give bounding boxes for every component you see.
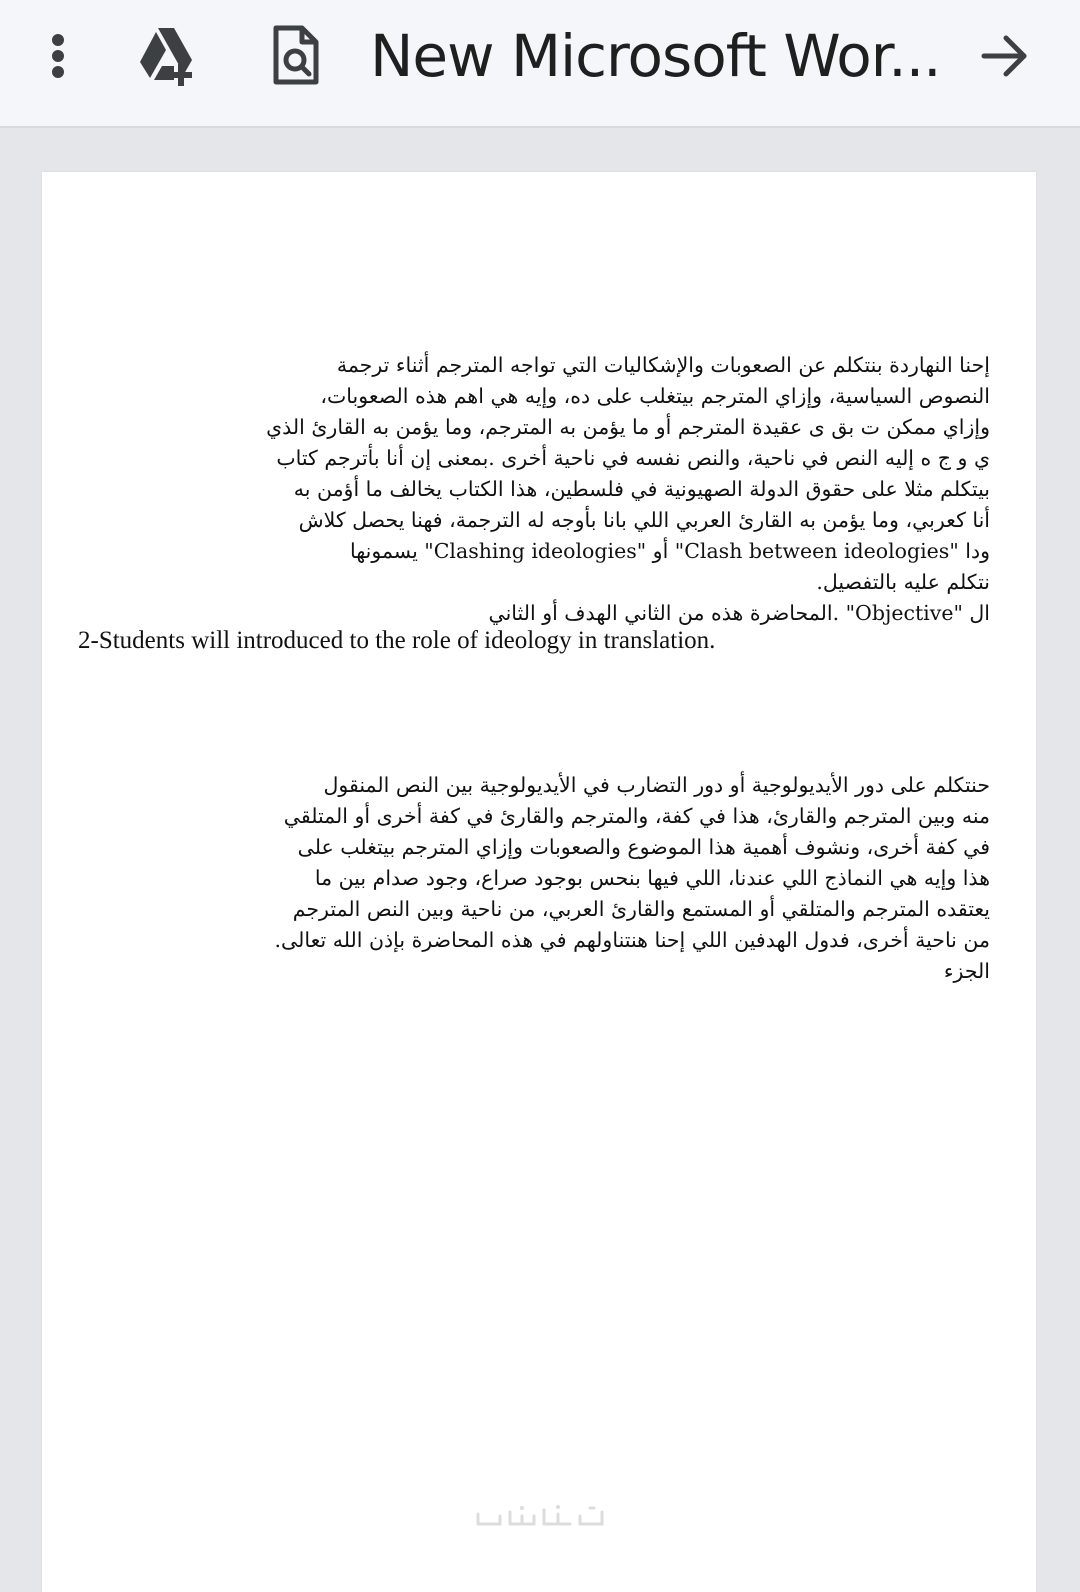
text-line: ودا "Clash between ideologies" أو "Clashing ideologies" يسمونها bbox=[349, 539, 990, 563]
watermark-logo bbox=[472, 1502, 607, 1532]
text-line: إحنا النهاردة بنتكلم عن الصعوبات والإشكاليات التي تواجه المترجم أثناء ترجمة bbox=[336, 353, 990, 377]
more-options-button[interactable] bbox=[26, 24, 90, 88]
text-line: وإزاي ممكن ت بق ى عقيدة المترجم أو ما يؤمن به المترجم، وما يؤمن به القارئ الذي bbox=[266, 415, 990, 439]
text-line: منه وبين المترجم والقارئ، هذا في كفة، والمترجم والقارئ في كفة أخرى أو المتلقي bbox=[283, 804, 990, 828]
add-to-drive-button[interactable] bbox=[134, 24, 198, 88]
more-vert-icon bbox=[26, 24, 90, 88]
text-line: نتكلم عليه بالتفصيل. bbox=[816, 570, 990, 594]
text-line: حنتكلم على دور الأيديولوجية أو دور التضارب في الأيديولوجية بين النص المنقول bbox=[323, 773, 990, 797]
text-line: يعتقده المترجم والمتلقي أو المستمع والقارئ العربي، من ناحية وبين النص المترجم bbox=[292, 897, 990, 921]
find-in-document-button[interactable] bbox=[262, 24, 326, 88]
text-line: ال "Objective" .المحاضرة هذه من الثاني الهدف أو الثاني bbox=[488, 601, 990, 625]
english-objective-line: 2-Students will introduced to the role of ideology in translation. bbox=[78, 627, 716, 654]
arabic-paragraph-intro bbox=[230, 350, 990, 629]
arrow-forward-icon bbox=[972, 24, 1036, 88]
text-line: هذا وإيه هي النماذج اللي عندنا، اللي فيها بنحس بوجود صراع، وجود صدام بين ما bbox=[314, 866, 990, 890]
text-line: ي و ج ه إليه النص في ناحية، والنص نفسه في ناحية أخرى .بمعنى إن أنا بأترجم كتاب bbox=[276, 446, 990, 470]
document-page[interactable] bbox=[42, 172, 1036, 1592]
document-search-icon bbox=[262, 24, 326, 88]
arabic-paragraph-ideology bbox=[230, 770, 990, 987]
text-line: في كفة أخرى، ونشوف أهمية هذا الموضوع والصعوبات وإزاي المترجم بيتغلب على bbox=[297, 835, 990, 859]
text-line: الجزء bbox=[943, 959, 990, 983]
text-line: بيتكلم مثلا على حقوق الدولة الصهيونية في فلسطين، هذا الكتاب يخالف ما أؤمن به bbox=[293, 477, 990, 501]
text-line: النصوص السياسية، وإزاي المترجم بيتغلب على ده، وإيه هي اهم هذه الصعوبات، bbox=[320, 384, 990, 408]
document-title: New Microsoft Wor... bbox=[370, 22, 941, 90]
text-line: أنا كعربي، وما يؤمن به القارئ العربي اللي بانا بأوجه له الترجمة، فهنا يحصل كلاش bbox=[298, 508, 990, 532]
viewer-toolbar bbox=[0, 0, 1080, 128]
add-to-drive-icon bbox=[134, 24, 198, 88]
open-next-button[interactable] bbox=[972, 24, 1036, 88]
text-line: من ناحية أخرى، فدول الهدفين اللي إحنا هنتناولهم في هذه المحاضرة بإذن الله تعالى. bbox=[274, 928, 990, 952]
